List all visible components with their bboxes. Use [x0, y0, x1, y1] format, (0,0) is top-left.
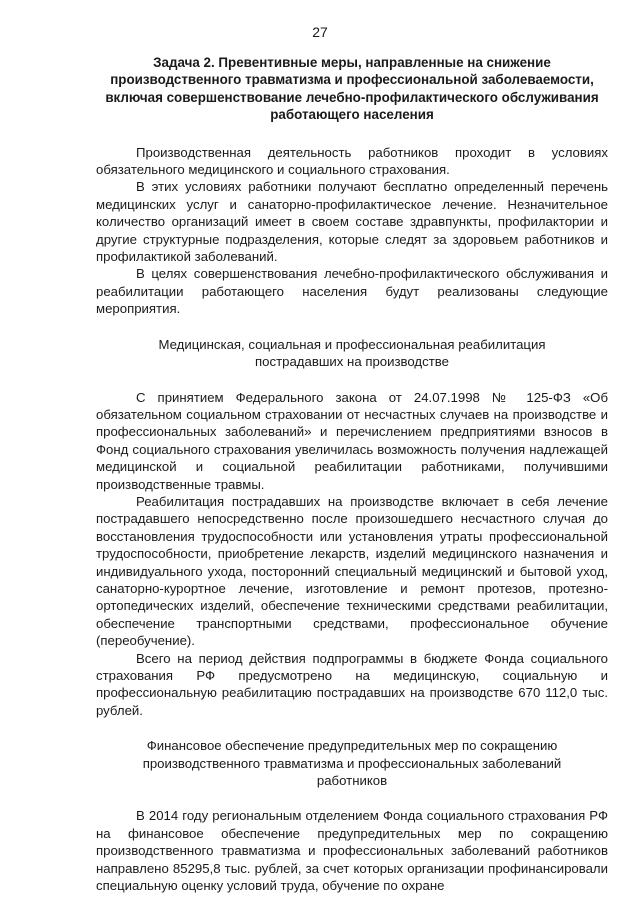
- intro-paragraph: Производственная деятельность работников проходит в условиях обязательного медицинского и социального страхования.: [96, 144, 608, 178]
- section-paragraph: С принятием Федерального закона от 24.07.1998 № 125-ФЗ «Об обязательном социальном страховании от несчастных случаев на производстве и профессиональных заболеваний» и перечислением предприятиями взносов в Фонд социального страхования увеличилась возможность получения надлежащей медицинской и социальной реабилитации работниками, получившими производственные травмы.: [96, 389, 608, 492]
- intro-paragraph: В этих условиях работники получают бесплатно определенный перечень медицинских услуг и санаторно-профилактическое лечение. Незначительное количество организаций имеет в своем составе здравпункты, профилактории и другие структурные подразделения, которые следят за здоровьем работников и профилактикой заболеваний.: [96, 179, 608, 265]
- page-number: 27: [312, 24, 328, 40]
- section-paragraph: Всего на период действия подпрограммы в бюджете Фонда социального страхования РФ предусмотрено на медицинскую, социальную и профессиональную реабилитацию пострадавших на производстве 670 112,0 тыс. рублей.: [96, 650, 608, 718]
- document-body: [96, 54, 608, 894]
- section-paragraph: В 2014 году региональным отделением Фонда социального страхования РФ на финансовое обеспечение предупредительных мер по сокращению производственного травматизма и профессиональных заболеваний работников направлено 85295,8 тыс. рублей, за счет которых организации профинансировали специальную оценку условий труда, обучение по охране: [96, 808, 608, 894]
- section-heading-financing: Финансовое обеспечение предупредительных мер по сокращению производственного травматизма и профессиональных заболеваний работников: [142, 738, 562, 789]
- document-title: Задача 2. Превентивные меры, направленные на снижение производственного травматизма и профессиональной заболеваемости, включая совершенствование лечебно-профилактического обслуживания работающего населения: [105, 55, 599, 123]
- section-heading-rehabilitation: Медицинская, социальная и профессиональная реабилитация пострадавших на производстве: [158, 336, 546, 370]
- intro-paragraph: В целях совершенствования лечебно-профилактического обслуживания и реабилитации работающего населения будут реализованы следующие мероприятия.: [96, 266, 608, 317]
- section-paragraph: Реабилитация пострадавших на производстве включает в себя лечение пострадавшего непосредственно после произошедшего несчастного случая до восстановления трудоспособности или установления утраты профессиональной трудоспособности, приобретение лекарств, изделий медицинского назначения и индивидуального ухода, посторонний специальный медицинский и бытовой уход, санаторно-курортное лечение, изготовление и ремонт протезов, протезно-ортопедических изделий, обеспечение техническими средствами реабилитации, обеспечение транспортными средствами, профессиональное обучение (переобучение).: [96, 493, 608, 649]
